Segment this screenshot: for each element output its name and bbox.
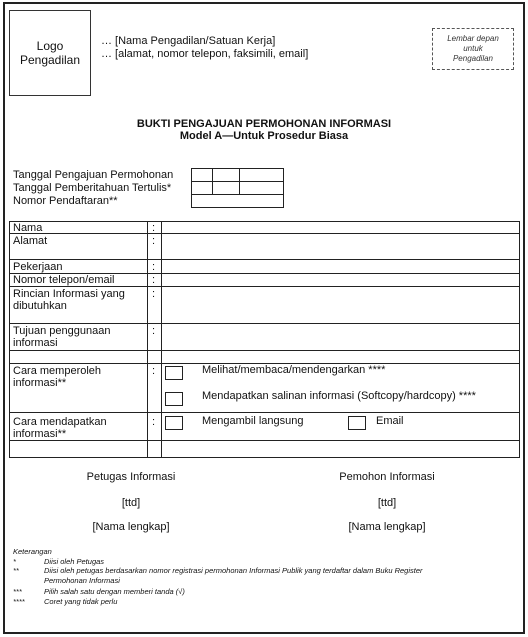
signature-pemohon-name: [Nama lengkap] xyxy=(348,521,426,533)
checkbox-mengambil-langsung[interactable] xyxy=(165,416,183,430)
label-tujuan-line1: Tujuan penggunaan xyxy=(13,325,111,337)
colon: : xyxy=(152,365,156,377)
notes-heading: Keterangan xyxy=(13,547,52,556)
label-cara-memperoleh-line2: informasi** xyxy=(13,377,67,389)
input-rincian[interactable] xyxy=(162,287,519,323)
note-text: Diisi oleh petugas berdasarkan nomor registrasi permohonan Informasi Publik yang terdaftar dalam Buku Register xyxy=(44,566,423,575)
label-rincian-line2: dibutuhkan xyxy=(13,300,67,312)
label-tujuan-line2: informasi xyxy=(13,337,58,349)
court-address: … [alamat, nomor telepon, faksimili, email] xyxy=(101,48,309,60)
stamp-line2: untuk xyxy=(463,44,483,53)
signature-petugas-title: Petugas Informasi xyxy=(86,471,176,483)
note-mark: ** xyxy=(13,566,19,575)
signature-pemohon-ttd: [ttd] xyxy=(377,497,397,509)
note-text: Diisi oleh Petugas xyxy=(44,557,105,566)
row-divider xyxy=(9,350,520,351)
court-name: … [Nama Pengadilan/Satuan Kerja] xyxy=(101,35,276,47)
signature-petugas-ttd: [ttd] xyxy=(121,497,141,509)
colon: : xyxy=(152,325,156,337)
colon: : xyxy=(152,416,156,428)
field-tgl-pemberitahuan-day[interactable] xyxy=(191,181,213,195)
field-tgl-pengajuan-month[interactable] xyxy=(212,168,240,182)
court-logo-placeholder xyxy=(9,10,91,96)
option-salinan-label: Mendapatkan salinan informasi (Softcopy/hardcopy) **** xyxy=(202,390,476,402)
checkbox-salinan[interactable] xyxy=(165,392,183,406)
option-melihat-label: Melihat/membaca/mendengarkan **** xyxy=(202,364,386,376)
input-nama[interactable] xyxy=(162,222,519,233)
label-telepon-email: Nomor telepon/email xyxy=(13,274,115,286)
label-nomor-pendaftaran: Nomor Pendaftaran** xyxy=(13,195,118,207)
input-pekerjaan[interactable] xyxy=(162,260,519,273)
field-tgl-pemberitahuan-year[interactable] xyxy=(239,181,284,195)
input-alamat[interactable] xyxy=(162,234,519,259)
note-mark: * xyxy=(13,557,16,566)
option-langsung-label: Mengambil langsung xyxy=(202,415,304,427)
label-tanggal-pengajuan: Tanggal Pengajuan Permohonan xyxy=(13,169,174,181)
note-text: Pilih salah satu dengan memberi tanda (√) xyxy=(44,587,185,596)
note-mark: *** xyxy=(13,587,22,596)
label-alamat: Alamat xyxy=(13,235,48,247)
colon: : xyxy=(152,235,156,247)
note-text: Permohonan Informasi xyxy=(44,576,120,585)
stamp-line1: Lembar depan xyxy=(447,34,499,43)
document-title: BUKTI PENGAJUAN PERMOHONAN INFORMASI xyxy=(136,118,392,130)
colon: : xyxy=(152,261,156,273)
input-tujuan[interactable] xyxy=(162,324,519,350)
checkbox-email[interactable] xyxy=(348,416,366,430)
label-cara-mendapatkan-line2: informasi** xyxy=(13,428,67,440)
logo-text-line2: Pengadilan xyxy=(19,53,81,67)
stamp-line3: Pengadilan xyxy=(452,54,494,63)
field-tgl-pemberitahuan-month[interactable] xyxy=(212,181,240,195)
logo-text-line1: Logo xyxy=(36,39,64,53)
colon: : xyxy=(152,274,156,286)
label-rincian-line1: Rincian Informasi yang xyxy=(13,288,125,300)
note-text: Coret yang tidak perlu xyxy=(44,597,118,606)
colon: : xyxy=(152,222,156,234)
signature-pemohon-title: Pemohon Informasi xyxy=(339,471,435,483)
label-nama: Nama xyxy=(13,222,43,234)
note-mark: **** xyxy=(13,597,25,606)
document-subtitle: Model A—Untuk Prosedur Biasa xyxy=(179,130,349,142)
label-pekerjaan: Pekerjaan xyxy=(13,261,63,273)
label-cara-mendapatkan-line1: Cara mendapatkan xyxy=(13,416,107,428)
label-cara-memperoleh-line1: Cara memperoleh xyxy=(13,365,102,377)
field-tgl-pengajuan-year[interactable] xyxy=(239,168,284,182)
row-divider xyxy=(9,412,520,413)
signature-petugas-name: [Nama lengkap] xyxy=(92,521,170,533)
colon: : xyxy=(152,288,156,300)
input-telepon-email[interactable] xyxy=(162,274,519,286)
field-tgl-pengajuan-day[interactable] xyxy=(191,168,213,182)
row-divider xyxy=(9,440,520,441)
field-nomor-pendaftaran[interactable] xyxy=(191,194,284,208)
copy-label-stamp xyxy=(432,28,514,70)
label-tanggal-pemberitahuan: Tanggal Pemberitahuan Tertulis* xyxy=(13,182,172,194)
column-divider-1 xyxy=(147,221,148,458)
checkbox-melihat[interactable] xyxy=(165,366,183,380)
option-email-label: Email xyxy=(376,415,404,427)
